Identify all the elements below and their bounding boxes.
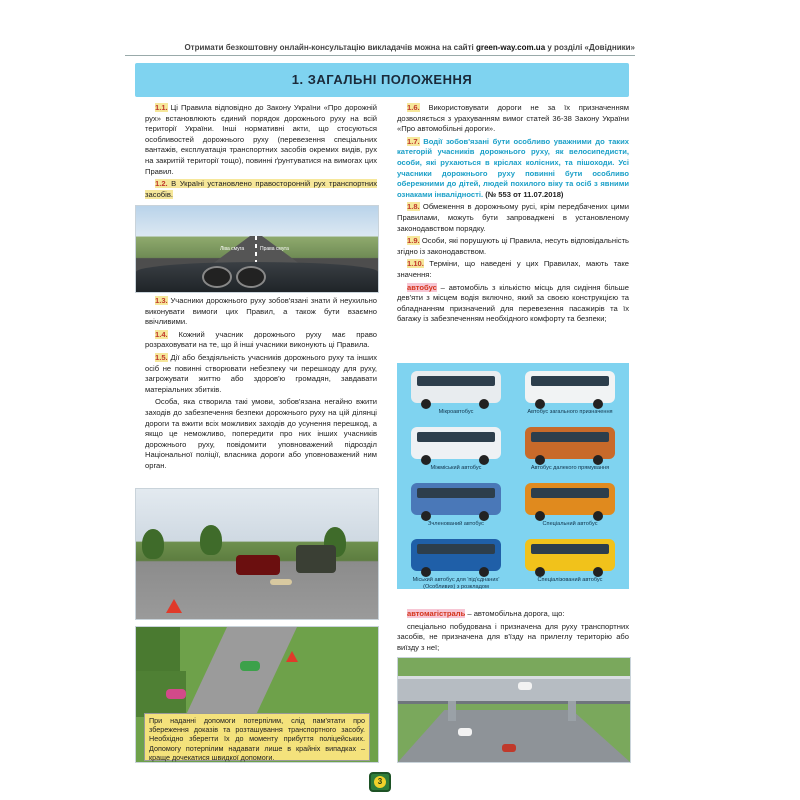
section-title-bar [135,63,629,97]
accident-scene-image [135,488,379,620]
page-number: 3 [374,776,386,788]
left-column [145,103,377,202]
header-text: Отримати безкоштовну онлайн-консультацію викладачів можна на сайті [184,43,476,52]
wheel-icon [535,455,545,465]
suv-car [296,545,336,573]
definition-highway-item: спеціально побудована і призначена для руху транспортних засобів, не призначена для в'їзду на прилеглу територію або виїзду з неї; [397,621,629,652]
bus-caption: Мікроавтобус [438,409,474,415]
bus-caption: Автобус далекого прямування [530,465,610,471]
bus-type-item [517,367,623,419]
warning-triangle-icon [286,651,298,662]
speedometer-icon [202,266,232,288]
bus-type-item [517,479,623,531]
wheel-icon [535,399,545,409]
header-text-tail: у розділі «Довідники» [545,43,635,52]
paragraph-1-6: 1.6. Використовувати дороги не за їх призначенням дозволяється з урахуванням вимог статей 36-38 Закону України «Про автомобільні дороги». [397,103,629,134]
bus-type-item [403,479,509,531]
definition-highway: автомагістраль – автомобільна дорога, що: [407,609,565,618]
car-on-highway [502,744,516,752]
car-on-highway [458,728,472,736]
bus-window [531,432,609,442]
wheel-icon [535,511,545,521]
paragraph-1-8: 1.8. Обмеження в дорожньому русі, крім передбачених цими Правилами, можуть бути запроваджені в установленому законодавством порядку. [397,202,629,233]
tree-icon [136,627,180,671]
road-label-left: Ліва смуга [220,246,245,252]
wheel-icon [593,511,603,521]
bus-window [417,432,495,442]
wheel-icon [421,455,431,465]
header-divider [125,55,635,56]
wheel-icon [479,511,489,521]
wheel-icon [421,567,431,577]
bus-window [531,488,609,498]
bus-caption: Автобус загального призначення [527,409,613,415]
bus-caption: Спеціальний автобус [542,521,598,527]
green-car [240,661,260,671]
right-column [397,103,629,327]
aerial-road-image [135,626,379,763]
overpass-bridge [398,676,630,704]
road-label-right: Права смуга [260,246,289,252]
warning-triangle-icon [166,599,182,613]
right-hand-traffic-image [135,205,379,293]
bridge-pier [568,701,576,721]
wheel-icon [479,455,489,465]
page-header [125,43,635,52]
injured-person [270,579,292,585]
tree-icon [142,529,164,559]
car-on-bridge [518,682,532,690]
right-column-lower [397,609,629,655]
wheel-icon [421,399,431,409]
wheel-icon [479,567,489,577]
bus-window [417,376,495,386]
bus-window [531,376,609,386]
bus-caption: Міжміський автобус [430,465,482,471]
paragraph-1-7: 1.7. Водії зобов'язані бути особливо уважними до таких категорій учасників дорожнього руху, як велосипедисти, особи, які рухаються в кріслах колісних, та пішоходи. Усі учасники дорожнього руху повинні бути особливо обережними до дітей, людей похилого віку та осіб з явними ознаками інвалідності. (№ 553 от 11.07.2018) [397,136,629,199]
paragraph-1-9: 1.9. Особи, які порушують ці Правила, несуть відповідальність згідно із законодавством. [397,236,629,256]
paragraph-1-3: 1.3. Учасники дорожнього руху зобов'язані знати й неухильно виконувати вимоги цих Правил, а також бути взаємно ввічливими. [145,296,377,327]
paragraph-1-2: 1.2. В Україні установлено правосторонній рух транспортних засобів. [145,179,377,199]
left-column-lower [145,296,377,474]
section-title: 1. ЗАГАЛЬНІ ПОЛОЖЕННЯ [291,72,473,87]
bus-caption: Зчленований автобус [428,521,484,527]
bus-window [417,488,495,498]
tachometer-icon [236,266,266,288]
bus-type-item [403,423,509,475]
highway-overpass-image [397,657,631,763]
paragraph-1-10: 1.10. Терміни, що наведені у цих Правилах, мають таке значення: [397,259,629,279]
bus-type-item [403,535,509,587]
paragraph-1-5: 1.5. Дії або бездіяльність учасників дорожнього руху та інших осіб не повинні створювати небезпеку чи перешкоду для руху, загрожувати життю або здоров'ю громадян, завдавати матеріальних збитків. [145,352,377,394]
paragraph-1-4: 1.4. Кожний учасник дорожнього руху має право розраховувати на те, що й інші учасники виконують ці Правила. [145,329,377,350]
bus-caption: Спеціалізований автобус [537,577,603,583]
tree-icon [200,525,222,555]
document-page [125,35,635,795]
bus-type-item [403,367,509,419]
bus-caption: Міський автобус для 'під'єднаних' (Особливих) з розкладом [412,577,500,589]
paragraph-1-5-continued: Особа, яка створила такі умови, зобов'язана негайно вжити заходів до забезпечення безпеки дорожнього руху на цій ділянці дороги та вжити всіх можливих заходів до усунення перешкод, а якщо це неможливо, попередити про них інших учасників дорожнього руху, повідомити уповноважений підрозділ Національної поліції, власника дороги або уповноважений ним орган. [145,397,377,470]
wheel-icon [421,511,431,521]
wheel-icon [593,455,603,465]
wheel-icon [593,567,603,577]
page-number-badge [369,772,391,792]
highway-road [398,710,630,762]
wheel-icon [479,399,489,409]
wheel-icon [535,567,545,577]
pink-car [166,689,186,699]
paragraph-1-1: 1.1. Ці Правила відповідно до Закону України «Про дорожній рух» встановлюють єдиний порядок дорожнього руху на всій території України. Інші нормативні акти, що стосуються особливостей дорожнього руху (перевезення спеціальних вантажів, експлуатація транспортних засобів окремих видів, рух на закритій території тощо), повинні ґрунтуватися на вимогах цих Правил. [145,103,377,176]
definition-bus: автобус – автомобіль з кількістю місць для сидіння більше дев'яти з місцем водія включно, який за своєю конструкцією та обладнанням призначений для перевезення пасажирів та їх багажу із забезпеченням необхідного комфорту та безпеки; [397,282,629,324]
bus-type-item [517,535,623,587]
bus-type-item [517,423,623,475]
bridge-pier [448,701,456,721]
header-site-link[interactable]: green-way.com.ua [475,43,546,52]
crashed-car [236,555,280,575]
bus-types-panel [397,363,629,589]
wheel-icon [593,399,603,409]
road-segment [185,627,297,717]
first-aid-note: При наданні допомоги потерпілим, слід пам'ятати про збереження доказів та розташування транспортного засобу. Необхідно зберегти їх до моменту прибуття поліцейських. Допомогу потерпілим надавати лише в крайніх випадках – краще дочекатися швидкої допомоги. [144,713,370,761]
bus-window [417,544,495,554]
bus-window [531,544,609,554]
